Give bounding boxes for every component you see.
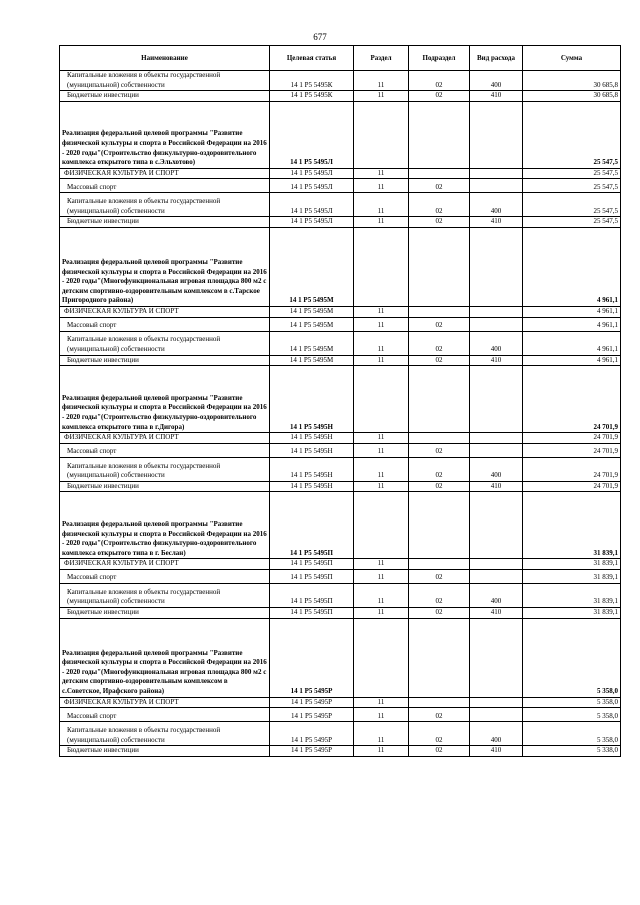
cell-sum: 31 839,1 bbox=[523, 559, 621, 570]
cell-name: Капитальные вложения в объекты государственной (муниципальной) собственности bbox=[60, 71, 270, 91]
cell-name: Бюджетные инвестиции bbox=[60, 91, 270, 102]
cell-name: Капитальные вложения в объекты государственной (муниципальной) собственности bbox=[60, 331, 270, 355]
cell-section: 11 bbox=[354, 331, 409, 355]
cell-name: Реализация федеральной целевой программы "Развитие физической культуры и спорта в Российской Федерации на 2016 - 2020 годы"(Многофункциональная игровая площадка 800 м2 с детским спортивно-оздоровительным комплексом в с.Тарское Пригородного района) bbox=[60, 227, 270, 306]
cell-section bbox=[354, 101, 409, 168]
cell-sum: 31 839,1 bbox=[523, 492, 621, 559]
table-row bbox=[60, 697, 621, 708]
cell-name: Реализация федеральной целевой программы "Развитие физической культуры и спорта в Российской Федерации на 2016 - 2020 годы"(Многофункциональная игровая площадка 800 м2 с детским спортивно-оздоровительным комплексом в с.Советское, Ирафского района) bbox=[60, 618, 270, 697]
cell-section: 11 bbox=[354, 708, 409, 722]
table-row bbox=[60, 71, 621, 91]
table-row bbox=[60, 193, 621, 217]
table-row bbox=[60, 217, 621, 228]
cell-sum: 25 547,5 bbox=[523, 193, 621, 217]
cell-section: 11 bbox=[354, 722, 409, 746]
cell-target-article: 14 1 P5 5495Р bbox=[270, 618, 354, 697]
cell-name: Бюджетные инвестиции bbox=[60, 217, 270, 228]
cell-subsection bbox=[409, 618, 470, 697]
cell-target-article: 14 1 P5 5495Н bbox=[270, 481, 354, 492]
cell-subsection bbox=[409, 101, 470, 168]
table-row bbox=[60, 306, 621, 317]
cell-subsection: 02 bbox=[409, 481, 470, 492]
cell-sum: 31 839,1 bbox=[523, 583, 621, 607]
cell-sum: 25 547,5 bbox=[523, 179, 621, 193]
table-row bbox=[60, 179, 621, 193]
cell-expense-type: 410 bbox=[470, 91, 523, 102]
cell-expense-type bbox=[470, 559, 523, 570]
cell-sum: 25 547,5 bbox=[523, 168, 621, 179]
cell-name: Реализация федеральной целевой программы "Развитие физической культуры и спорта в Российской Федерации на 2016 - 2020 годы"(Строительство физкультурно-оздоровительного комплекса открытого типа в г.Дигора) bbox=[60, 366, 270, 433]
page-number: 677 bbox=[313, 32, 327, 42]
cell-target-article: 14 1 P5 5495Р bbox=[270, 722, 354, 746]
cell-expense-type bbox=[470, 101, 523, 168]
cell-sum: 4 961,1 bbox=[523, 306, 621, 317]
cell-name: Массовый спорт bbox=[60, 317, 270, 331]
cell-section: 11 bbox=[354, 168, 409, 179]
cell-section: 11 bbox=[354, 306, 409, 317]
cell-section: 11 bbox=[354, 443, 409, 457]
cell-subsection: 02 bbox=[409, 71, 470, 91]
cell-sum: 5 358,0 bbox=[523, 697, 621, 708]
cell-name: ФИЗИЧЕСКАЯ КУЛЬТУРА И СПОРТ bbox=[60, 306, 270, 317]
cell-section: 11 bbox=[354, 217, 409, 228]
table-row bbox=[60, 168, 621, 179]
cell-section: 11 bbox=[354, 697, 409, 708]
cell-name: Капитальные вложения в объекты государственной (муниципальной) собственности bbox=[60, 583, 270, 607]
cell-target-article: 14 1 P5 5495П bbox=[270, 583, 354, 607]
cell-subsection: 02 bbox=[409, 331, 470, 355]
cell-expense-type: 410 bbox=[470, 355, 523, 366]
cell-subsection bbox=[409, 433, 470, 444]
cell-subsection: 02 bbox=[409, 317, 470, 331]
cell-subsection bbox=[409, 559, 470, 570]
table-row bbox=[60, 366, 621, 433]
cell-target-article: 14 1 P5 5495П bbox=[270, 559, 354, 570]
cell-target-article: 14 1 P5 5495Н bbox=[270, 366, 354, 433]
cell-expense-type bbox=[470, 179, 523, 193]
cell-subsection bbox=[409, 697, 470, 708]
header-name: Наименование bbox=[60, 46, 270, 71]
cell-subsection: 02 bbox=[409, 91, 470, 102]
cell-target-article: 14 1 P5 5495Н bbox=[270, 443, 354, 457]
table-row bbox=[60, 492, 621, 559]
cell-expense-type bbox=[470, 492, 523, 559]
cell-sum: 25 547,5 bbox=[523, 217, 621, 228]
cell-section: 11 bbox=[354, 179, 409, 193]
table-row bbox=[60, 227, 621, 306]
cell-target-article: 14 1 P5 5495Р bbox=[270, 746, 354, 757]
cell-sum: 24 701,9 bbox=[523, 481, 621, 492]
cell-sum: 4 961,1 bbox=[523, 355, 621, 366]
table-row bbox=[60, 607, 621, 618]
cell-sum: 5 358,0 bbox=[523, 618, 621, 697]
table-row bbox=[60, 708, 621, 722]
cell-subsection bbox=[409, 168, 470, 179]
cell-target-article: 14 1 P5 5495Р bbox=[270, 697, 354, 708]
cell-name: Бюджетные инвестиции bbox=[60, 746, 270, 757]
cell-expense-type bbox=[470, 317, 523, 331]
cell-sum: 4 961,1 bbox=[523, 317, 621, 331]
cell-sum: 5 358,0 bbox=[523, 708, 621, 722]
cell-sum: 30 685,8 bbox=[523, 91, 621, 102]
cell-target-article: 14 1 P5 5495П bbox=[270, 607, 354, 618]
cell-sum: 4 961,1 bbox=[523, 331, 621, 355]
table-row bbox=[60, 457, 621, 481]
table-header-row bbox=[60, 46, 621, 71]
cell-target-article: 14 1 P5 5495П bbox=[270, 569, 354, 583]
cell-subsection: 02 bbox=[409, 583, 470, 607]
cell-subsection: 02 bbox=[409, 569, 470, 583]
cell-expense-type bbox=[470, 708, 523, 722]
cell-subsection: 02 bbox=[409, 443, 470, 457]
cell-section: 11 bbox=[354, 457, 409, 481]
cell-target-article: 14 1 P5 5495Р bbox=[270, 708, 354, 722]
cell-sum: 25 547,5 bbox=[523, 101, 621, 168]
cell-expense-type: 400 bbox=[470, 457, 523, 481]
cell-name: ФИЗИЧЕСКАЯ КУЛЬТУРА И СПОРТ bbox=[60, 168, 270, 179]
cell-name: Массовый спорт bbox=[60, 443, 270, 457]
cell-section: 11 bbox=[354, 71, 409, 91]
cell-section bbox=[354, 366, 409, 433]
cell-target-article: 14 1 P5 5495Л bbox=[270, 168, 354, 179]
cell-subsection: 02 bbox=[409, 746, 470, 757]
cell-name: Бюджетные инвестиции bbox=[60, 607, 270, 618]
table-row bbox=[60, 331, 621, 355]
cell-expense-type: 400 bbox=[470, 583, 523, 607]
cell-subsection: 02 bbox=[409, 708, 470, 722]
table-row bbox=[60, 583, 621, 607]
cell-section: 11 bbox=[354, 355, 409, 366]
header-subsection: Подраздел bbox=[409, 46, 470, 71]
cell-expense-type: 410 bbox=[470, 217, 523, 228]
budget-table bbox=[59, 45, 621, 757]
cell-section: 11 bbox=[354, 91, 409, 102]
cell-name: Массовый спорт bbox=[60, 569, 270, 583]
cell-subsection bbox=[409, 306, 470, 317]
table-row bbox=[60, 317, 621, 331]
cell-sum: 24 701,9 bbox=[523, 457, 621, 481]
cell-name: Реализация федеральной целевой программы "Развитие физической культуры и спорта в Российской Федерации на 2016 - 2020 годы"(Строительство физкультурно-оздоровительного комплекса открытого типа в с.Эльхотово) bbox=[60, 101, 270, 168]
cell-target-article: 14 1 P5 5495М bbox=[270, 306, 354, 317]
table-row bbox=[60, 618, 621, 697]
cell-expense-type bbox=[470, 433, 523, 444]
cell-sum: 24 701,9 bbox=[523, 433, 621, 444]
cell-target-article: 14 1 P5 5495Л bbox=[270, 217, 354, 228]
table-body bbox=[60, 71, 621, 757]
cell-expense-type bbox=[470, 306, 523, 317]
cell-expense-type: 400 bbox=[470, 193, 523, 217]
cell-sum: 5 338,0 bbox=[523, 746, 621, 757]
cell-target-article: 14 1 P5 5495К bbox=[270, 71, 354, 91]
cell-section: 11 bbox=[354, 317, 409, 331]
table-row bbox=[60, 746, 621, 757]
cell-sum: 24 701,9 bbox=[523, 443, 621, 457]
table-row bbox=[60, 443, 621, 457]
cell-expense-type bbox=[470, 227, 523, 306]
cell-name: Бюджетные инвестиции bbox=[60, 355, 270, 366]
cell-name: ФИЗИЧЕСКАЯ КУЛЬТУРА И СПОРТ bbox=[60, 697, 270, 708]
cell-section: 11 bbox=[354, 193, 409, 217]
table-row bbox=[60, 91, 621, 102]
cell-sum: 5 358,0 bbox=[523, 722, 621, 746]
header-target-article: Целевая статья bbox=[270, 46, 354, 71]
header-section: Раздел bbox=[354, 46, 409, 71]
cell-name: Массовый спорт bbox=[60, 708, 270, 722]
cell-subsection bbox=[409, 366, 470, 433]
cell-sum: 4 961,1 bbox=[523, 227, 621, 306]
cell-section bbox=[354, 227, 409, 306]
cell-expense-type bbox=[470, 618, 523, 697]
cell-section: 11 bbox=[354, 746, 409, 757]
table-row bbox=[60, 569, 621, 583]
cell-expense-type: 410 bbox=[470, 481, 523, 492]
cell-name: Капитальные вложения в объекты государственной (муниципальной) собственности bbox=[60, 457, 270, 481]
table-row bbox=[60, 433, 621, 444]
cell-section: 11 bbox=[354, 559, 409, 570]
cell-subsection: 02 bbox=[409, 355, 470, 366]
cell-section: 11 bbox=[354, 583, 409, 607]
cell-subsection: 02 bbox=[409, 217, 470, 228]
cell-expense-type: 410 bbox=[470, 607, 523, 618]
cell-section bbox=[354, 618, 409, 697]
cell-name: Массовый спорт bbox=[60, 179, 270, 193]
header-sum: Сумма bbox=[523, 46, 621, 71]
cell-name: ФИЗИЧЕСКАЯ КУЛЬТУРА И СПОРТ bbox=[60, 559, 270, 570]
cell-section: 11 bbox=[354, 481, 409, 492]
cell-expense-type bbox=[470, 569, 523, 583]
cell-expense-type: 400 bbox=[470, 331, 523, 355]
cell-target-article: 14 1 P5 5495М bbox=[270, 331, 354, 355]
cell-section: 11 bbox=[354, 433, 409, 444]
cell-subsection: 02 bbox=[409, 457, 470, 481]
cell-sum: 30 685,8 bbox=[523, 71, 621, 91]
table-row bbox=[60, 481, 621, 492]
cell-subsection: 02 bbox=[409, 179, 470, 193]
cell-subsection: 02 bbox=[409, 607, 470, 618]
header-expense-type: Вид расхода bbox=[470, 46, 523, 71]
cell-name: Капитальные вложения в объекты государственной (муниципальной) собственности bbox=[60, 722, 270, 746]
cell-target-article: 14 1 P5 5495М bbox=[270, 227, 354, 306]
cell-subsection bbox=[409, 227, 470, 306]
cell-name: Реализация федеральной целевой программы "Развитие физической культуры и спорта в Российской Федерации на 2016 - 2020 годы"(Строительство физкультурно-оздоровительного комплекса открытого типа в г. Беслан) bbox=[60, 492, 270, 559]
cell-target-article: 14 1 P5 5495Л bbox=[270, 101, 354, 168]
table-row bbox=[60, 101, 621, 168]
table-row bbox=[60, 722, 621, 746]
cell-target-article: 14 1 P5 5495Л bbox=[270, 179, 354, 193]
cell-expense-type bbox=[470, 697, 523, 708]
cell-name: Капитальные вложения в объекты государственной (муниципальной) собственности bbox=[60, 193, 270, 217]
cell-target-article: 14 1 P5 5495Н bbox=[270, 433, 354, 444]
cell-target-article: 14 1 P5 5495Л bbox=[270, 193, 354, 217]
cell-target-article: 14 1 P5 5495К bbox=[270, 91, 354, 102]
cell-subsection bbox=[409, 492, 470, 559]
cell-sum: 31 839,1 bbox=[523, 607, 621, 618]
cell-target-article: 14 1 P5 5495М bbox=[270, 317, 354, 331]
cell-expense-type: 410 bbox=[470, 746, 523, 757]
cell-target-article: 14 1 P5 5495П bbox=[270, 492, 354, 559]
cell-sum: 24 701,9 bbox=[523, 366, 621, 433]
cell-subsection: 02 bbox=[409, 722, 470, 746]
cell-name: Бюджетные инвестиции bbox=[60, 481, 270, 492]
cell-name: ФИЗИЧЕСКАЯ КУЛЬТУРА И СПОРТ bbox=[60, 433, 270, 444]
cell-section bbox=[354, 492, 409, 559]
cell-section: 11 bbox=[354, 607, 409, 618]
cell-target-article: 14 1 P5 5495Н bbox=[270, 457, 354, 481]
cell-expense-type bbox=[470, 366, 523, 433]
cell-sum: 31 839,1 bbox=[523, 569, 621, 583]
cell-expense-type: 400 bbox=[470, 722, 523, 746]
cell-target-article: 14 1 P5 5495М bbox=[270, 355, 354, 366]
table-row bbox=[60, 559, 621, 570]
cell-expense-type bbox=[470, 168, 523, 179]
cell-section: 11 bbox=[354, 569, 409, 583]
cell-expense-type: 400 bbox=[470, 71, 523, 91]
cell-subsection: 02 bbox=[409, 193, 470, 217]
table-row bbox=[60, 355, 621, 366]
cell-expense-type bbox=[470, 443, 523, 457]
